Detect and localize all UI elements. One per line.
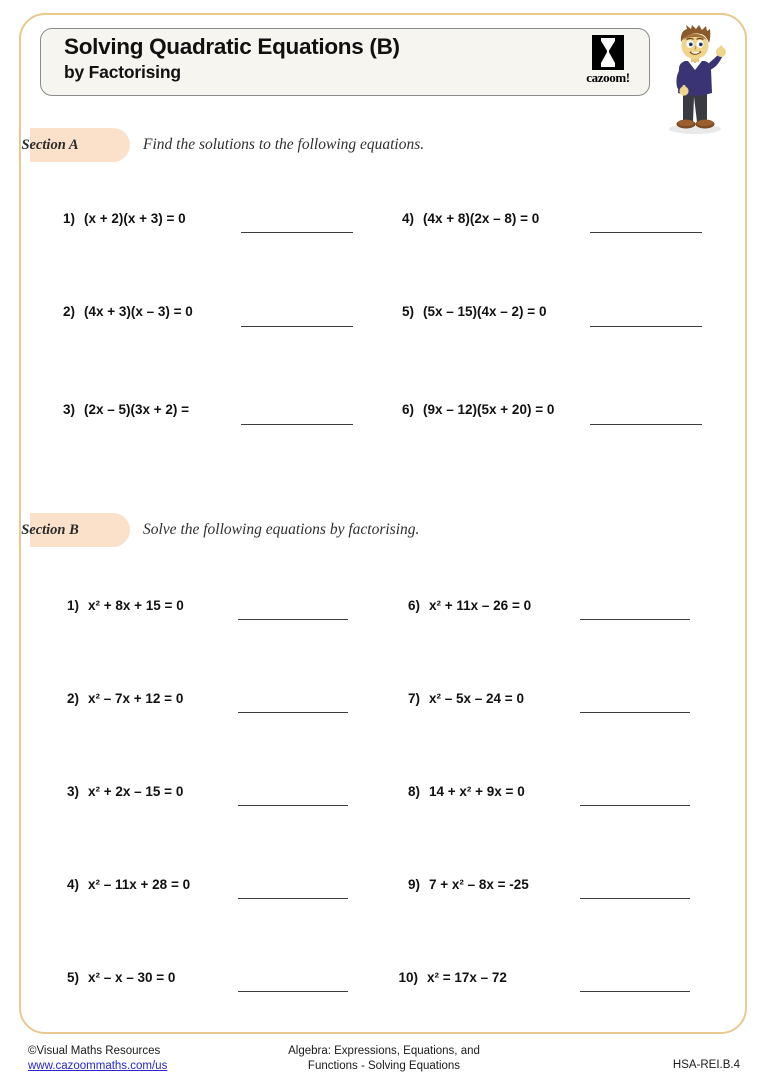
question-text: x² – x – 30 = 0 <box>88 970 176 985</box>
answer-line-b-9[interactable] <box>580 898 690 899</box>
question-b-5 <box>57 970 175 985</box>
worksheet-footer <box>0 1044 768 1086</box>
question-number: 1) <box>62 211 75 226</box>
question-a-1 <box>53 211 186 226</box>
question-text: x² + 11x – 26 = 0 <box>429 598 532 613</box>
answer-line-b-8[interactable] <box>580 805 690 806</box>
answer-line-a-5[interactable] <box>590 326 702 327</box>
question-text: x² – 5x – 24 = 0 <box>429 691 524 706</box>
answer-line-a-2[interactable] <box>241 326 353 327</box>
section-a-band <box>0 128 768 162</box>
cazoom-logo-text: cazoom! <box>586 70 630 85</box>
question-text: x² – 7x + 12 = 0 <box>88 691 184 706</box>
question-number: 2) <box>62 304 75 319</box>
answer-line-b-7[interactable] <box>580 712 690 713</box>
question-number: 8) <box>407 784 420 799</box>
question-number: 3) <box>62 402 75 417</box>
question-a-4 <box>392 211 539 226</box>
question-text: (9x – 12)(5x + 20) = 0 <box>423 402 555 417</box>
question-number: 7) <box>407 691 420 706</box>
footer-standard-code: HSA-REI.B.4 <box>672 1059 740 1071</box>
question-number: 5) <box>401 304 414 319</box>
question-a-3 <box>53 402 189 417</box>
question-b-4 <box>57 877 190 892</box>
question-text: x² = 17x – 72 <box>427 970 507 985</box>
section-b-label: Section B <box>21 522 79 538</box>
question-text: 7 + x² – 8x = -25 <box>429 877 529 892</box>
footer-topic-block <box>234 1044 534 1074</box>
footer-topic-line-2: Functions - Solving Equations <box>307 1060 461 1072</box>
question-number: 2) <box>66 691 79 706</box>
question-a-5 <box>392 304 546 319</box>
question-text: x² + 2x – 15 = 0 <box>88 784 184 799</box>
cazoom-boy-mascot-icon <box>657 25 733 135</box>
section-b-band <box>0 513 768 547</box>
answer-line-b-6[interactable] <box>580 619 690 620</box>
question-b-1 <box>57 598 184 613</box>
answer-line-b-5[interactable] <box>238 991 348 992</box>
question-number: 6) <box>407 598 420 613</box>
answer-line-b-1[interactable] <box>238 619 348 620</box>
question-text: (4x + 3)(x – 3) = 0 <box>84 304 193 319</box>
question-text: (5x – 15)(4x – 2) = 0 <box>423 304 547 319</box>
question-text: x² + 8x + 15 = 0 <box>88 598 184 613</box>
answer-line-b-10[interactable] <box>580 991 690 992</box>
question-b-3 <box>57 784 183 799</box>
question-number: 10) <box>398 970 418 985</box>
question-text: (4x + 8)(2x – 8) = 0 <box>423 211 540 226</box>
question-b-10 <box>392 970 507 985</box>
answer-line-a-6[interactable] <box>590 424 702 425</box>
question-b-7 <box>398 691 524 706</box>
section-b-instruction: Solve the following equations by factorising. <box>143 521 420 538</box>
footer-website-link[interactable]: www.cazoommaths.com/us <box>28 1060 168 1072</box>
question-b-8 <box>398 784 525 799</box>
question-text: (2x – 5)(3x + 2) = <box>84 402 190 417</box>
question-b-2 <box>57 691 183 706</box>
footer-topic-line-1: Algebra: Expressions, Equations, and <box>288 1045 480 1057</box>
hourglass-shape <box>600 38 616 67</box>
section-a-instruction: Find the solutions to the following equations. <box>143 136 425 153</box>
answer-line-b-2[interactable] <box>238 712 348 713</box>
answer-line-a-1[interactable] <box>241 232 353 233</box>
page-title: Solving Quadratic Equations (B) <box>64 34 400 59</box>
worksheet-header <box>40 28 650 96</box>
section-a-label: Section A <box>21 137 79 153</box>
question-text: 14 + x² + 9x = 0 <box>429 784 525 799</box>
question-b-6 <box>398 598 531 613</box>
footer-copyright-block <box>28 1044 167 1074</box>
cazoom-logo <box>580 35 636 89</box>
answer-line-a-3[interactable] <box>241 424 353 425</box>
question-text: (x + 2)(x + 3) = 0 <box>84 211 186 226</box>
question-number: 4) <box>66 877 79 892</box>
question-number: 1) <box>66 598 79 613</box>
question-number: 6) <box>401 402 414 417</box>
question-number: 3) <box>66 784 79 799</box>
answer-line-a-4[interactable] <box>590 232 702 233</box>
question-number: 9) <box>407 877 420 892</box>
question-number: 5) <box>66 970 79 985</box>
answer-line-b-4[interactable] <box>238 898 348 899</box>
answer-line-b-3[interactable] <box>238 805 348 806</box>
cazoom-glass-icon <box>592 35 624 70</box>
footer-copyright: ©Visual Maths Resources <box>28 1045 161 1057</box>
question-number: 4) <box>401 211 414 226</box>
question-a-6 <box>392 402 554 417</box>
page-subtitle: by Factorising <box>64 62 181 82</box>
question-b-9 <box>398 877 529 892</box>
question-text: x² – 11x + 28 = 0 <box>88 877 191 892</box>
question-a-2 <box>53 304 193 319</box>
